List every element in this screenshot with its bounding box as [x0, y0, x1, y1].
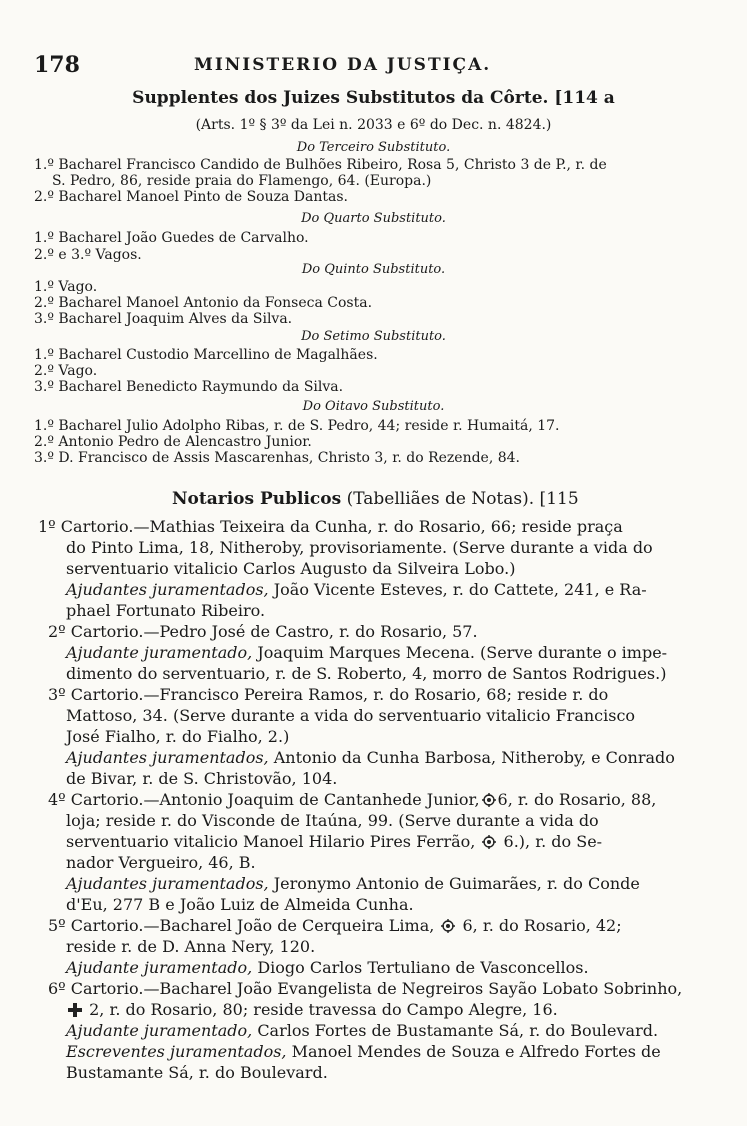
entry-line: [66, 1000, 558, 1019]
entry-line: reside r. de D. Anna Nery, 120.: [66, 937, 316, 956]
escreventes-text: Manoel Mendes de Souza e Alfredo Fortes de: [291, 1042, 661, 1061]
ajudante-label: Ajudantes juramentados,: [66, 874, 269, 893]
entry-text: 6, r. do Rosario, 42;: [462, 916, 622, 935]
entry-text: 5º Cartorio.—Bacharel João de Cerqueira Lima,: [48, 916, 435, 935]
rose-order-insignia-icon: [482, 835, 496, 849]
entry-text: 6.), r. do Se-: [503, 832, 603, 851]
entry-line: [66, 748, 675, 767]
supplentes-subtitle: (Arts. 1º § 3º da Lei n. 2033 e 6º do Dec. n. 4824.): [195, 117, 552, 133]
entry-line: Mattoso, 34. (Serve durante a vida do serventuario vitalicio Francisco: [66, 706, 636, 725]
page-header: [34, 52, 674, 82]
list-item: 1.º Bacharel Julio Adolpho Ribas, r. de S. Pedro, 44; reside r. Humaitá, 17.: [34, 418, 560, 434]
list-item: 3.º D. Francisco de Assis Mascarenhas, Christo 3, r. do Rezende, 84.: [34, 450, 521, 466]
list-item: 1.º Bacharel Custodio Marcellino de Magalhães.: [34, 347, 378, 363]
entry-line: [66, 1021, 658, 1040]
ajudante-text: Joaquim Marques Mecena. (Serve durante o impe-: [257, 643, 668, 662]
entry-line: de Bivar, r. de S. Christovão, 104.: [66, 769, 338, 788]
entry-line: [66, 832, 602, 851]
entry-line: do Pinto Lima, 18, Nitheroby, provisoriamente. (Serve durante a vida do: [66, 538, 653, 557]
ajudante-text: João Vicente Esteves, r. do Cattete, 241, e Ra-: [273, 580, 647, 599]
entry-text: 4º Cartorio.—Antonio Joaquim de Cantanhede Junior,: [48, 790, 480, 809]
entry-line: phael Fortunato Ribeiro.: [66, 601, 266, 620]
entry-text: 2, r. do Rosario, 80; reside travessa do Campo Alegre, 16.: [89, 1000, 558, 1019]
entry-line: Bustamante Sá, r. do Boulevard.: [66, 1063, 328, 1082]
cross-order-insignia-icon: [68, 1003, 82, 1017]
ajudante-label: Ajudantes juramentados,: [66, 580, 269, 599]
subsection-heading: Do Quarto Substituto.: [301, 211, 446, 226]
entry-line: José Fialho, r. do Fialho, 2.): [66, 727, 290, 746]
subsection-heading: Do Quinto Substituto.: [301, 262, 446, 277]
entry-line: [66, 1042, 661, 1061]
list-item: 2.º Bacharel Manoel Pinto de Souza Dantas.: [34, 189, 348, 205]
list-item: 1.º Bacharel João Guedes de Carvalho.: [34, 230, 309, 246]
entry-line: dimento do serventuario, r. de S. Roberto, 4, morro de Santos Rodrigues.): [66, 664, 667, 683]
entry-text: 6, r. do Rosario, 88,: [497, 790, 657, 809]
rose-order-insignia-icon: [482, 793, 496, 807]
ajudante-label: Ajudante juramentado,: [66, 958, 253, 977]
entry-line: [66, 643, 667, 662]
entry-line: 2º Cartorio.—Pedro José de Castro, r. do Rosario, 57.: [48, 622, 478, 641]
ajudante-label: Ajudante juramentado,: [66, 643, 253, 662]
entry-line: 3º Cartorio.—Francisco Pereira Ramos, r. do Rosario, 68; reside r. do: [48, 685, 609, 704]
rose-order-insignia-icon: [441, 919, 455, 933]
notarios-title: Notarios Publicos: [172, 489, 342, 509]
page-number: 178: [34, 52, 80, 78]
entry-line: 6º Cartorio.—Bacharel João Evangelista de Negreiros Sayão Lobato Sobrinho,: [48, 979, 683, 998]
entry-line: nador Vergueiro, 46, B.: [66, 853, 256, 872]
entry-text: serventuario vitalicio Manoel Hilario Pires Ferrão,: [66, 832, 476, 851]
ajudante-text: Carlos Fortes de Bustamante Sá, r. do Boulevard.: [257, 1021, 659, 1040]
list-item: 3.º Bacharel Benedicto Raymundo da Silva.: [34, 379, 344, 395]
list-item: 2.º e 3.º Vagos.: [34, 247, 142, 263]
entry-line: [66, 874, 640, 893]
escreventes-label: Escreventes juramentados,: [66, 1042, 287, 1061]
entry-line: [66, 580, 647, 599]
ajudante-label: Ajudantes juramentados,: [66, 748, 269, 767]
list-item: 3.º Bacharel Joaquim Alves da Silva.: [34, 311, 293, 327]
notarios-title-line: [172, 489, 579, 509]
entry-line: d'Eu, 277 B e João Luiz de Almeida Cunha.: [66, 895, 414, 914]
ajudante-text: Jeronymo Antonio de Guimarães, r. do Conde: [273, 874, 640, 893]
entry-line: loja; reside r. do Visconde de Itaúna, 99. (Serve durante a vida do: [66, 811, 599, 830]
entry-line: serventuario vitalicio Carlos Augusto da Silveira Lobo.): [66, 559, 516, 578]
running-head: MINISTERIO DA JUSTIÇA.: [194, 55, 492, 75]
entry-line: [66, 958, 589, 977]
entry-line: [48, 916, 622, 935]
list-item: S. Pedro, 86, reside praia do Flamengo, 64. (Europa.): [52, 173, 432, 189]
list-item: 2.º Vago.: [34, 363, 98, 379]
subsection-heading: Do Terceiro Substituto.: [296, 140, 451, 155]
list-item: 2.º Bacharel Manoel Antonio da Fonseca Costa.: [34, 295, 373, 311]
subsection-heading: Do Setimo Substituto.: [301, 329, 446, 344]
notarios-title-rest: (Tabelliães de Notas). [115: [346, 489, 579, 509]
ajudante-text: Diogo Carlos Tertuliano de Vasconcellos.: [257, 958, 589, 977]
list-item: 1.º Vago.: [34, 279, 98, 295]
supplentes-title: Supplentes dos Juizes Substitutos da Côrte. [114 a: [132, 88, 615, 108]
subsection-heading: Do Oitavo Substituto.: [302, 399, 445, 414]
entry-line: [48, 790, 656, 809]
ajudante-label: Ajudante juramentado,: [66, 1021, 253, 1040]
list-item: 1.º Bacharel Francisco Candido de Bulhões Ribeiro, Rosa 5, Christo 3 de P., r. de: [34, 157, 607, 173]
ajudante-text: Antonio da Cunha Barbosa, Nitheroby, e Conrado: [273, 748, 675, 767]
list-item: 2.º Antonio Pedro de Alencastro Junior.: [34, 434, 312, 450]
entry-line: 1º Cartorio.—Mathias Teixeira da Cunha, r. do Rosario, 66; reside praça: [38, 517, 623, 536]
